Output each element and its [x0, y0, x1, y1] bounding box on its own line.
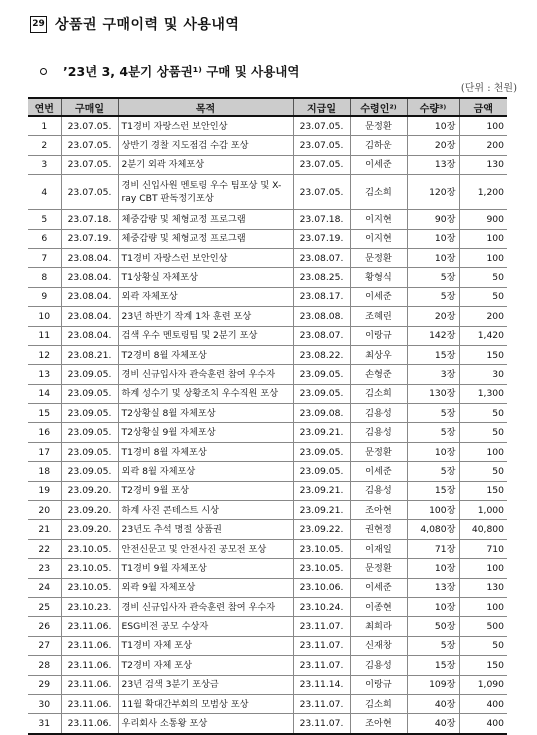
cell-recipient: 김소희 [350, 384, 407, 403]
cell-pay-date: 23.07.05. [293, 116, 350, 136]
table-row [28, 501, 507, 520]
cell-quantity: 5장 [407, 268, 459, 287]
cell-amount: 50 [459, 268, 507, 287]
cell-amount: 50 [459, 423, 507, 442]
cell-no: 14 [28, 384, 61, 403]
cell-quantity: 13장 [407, 155, 459, 174]
cell-purpose: 하계 성수기 및 상황조치 우수직원 포상 [118, 384, 293, 403]
cell-pay-date: 23.08.17. [293, 287, 350, 306]
cell-purchase-date: 23.09.05. [61, 462, 118, 481]
cell-pay-date: 23.10.06. [293, 578, 350, 597]
cell-pay-date: 23.09.05. [293, 365, 350, 384]
col-header-purchase-date: 구매일 [61, 98, 118, 116]
cell-recipient: 문정환 [350, 559, 407, 578]
cell-purchase-date: 23.08.04. [61, 326, 118, 345]
cell-quantity: 4,080장 [407, 520, 459, 539]
cell-no: 20 [28, 501, 61, 520]
cell-amount: 40,800 [459, 520, 507, 539]
table-row [28, 714, 507, 734]
cell-no: 15 [28, 404, 61, 423]
cell-quantity: 20장 [407, 136, 459, 155]
cell-no: 21 [28, 520, 61, 539]
cell-no: 18 [28, 462, 61, 481]
cell-purpose: 외곽 자체포상 [118, 287, 293, 306]
cell-pay-date: 23.11.07. [293, 656, 350, 675]
cell-pay-date: 23.07.18. [293, 210, 350, 229]
cell-amount: 100 [459, 559, 507, 578]
cell-quantity: 10장 [407, 597, 459, 616]
cell-quantity: 20장 [407, 307, 459, 326]
cell-amount: 200 [459, 136, 507, 155]
cell-no: 29 [28, 675, 61, 694]
cell-pay-date: 23.09.08. [293, 404, 350, 423]
table-row [28, 656, 507, 675]
cell-amount: 100 [459, 442, 507, 461]
table-row [28, 539, 507, 558]
table-row [28, 462, 507, 481]
cell-purchase-date: 23.11.06. [61, 714, 118, 734]
cell-purpose: T1경비 자랑스런 보안인상 [118, 116, 293, 136]
cell-purchase-date: 23.10.05. [61, 539, 118, 558]
cell-purchase-date: 23.09.20. [61, 481, 118, 500]
cell-recipient: 문정환 [350, 442, 407, 461]
cell-quantity: 120장 [407, 175, 459, 210]
col-header-pay-date: 지급일 [293, 98, 350, 116]
cell-amount: 100 [459, 597, 507, 616]
cell-recipient: 권현정 [350, 520, 407, 539]
cell-pay-date: 23.07.05. [293, 175, 350, 210]
cell-purpose: 상반기 경찰 지도점검 수감 포상 [118, 136, 293, 155]
cell-purchase-date: 23.11.06. [61, 636, 118, 655]
cell-no: 5 [28, 210, 61, 229]
cell-purchase-date: 23.07.05. [61, 155, 118, 174]
cell-recipient: 조혜린 [350, 307, 407, 326]
cell-recipient: 이지현 [350, 210, 407, 229]
cell-purpose: 경비 신규입사자 관숙훈련 참여 우수자 [118, 365, 293, 384]
cell-amount: 150 [459, 345, 507, 364]
cell-pay-date: 23.07.05. [293, 136, 350, 155]
cell-pay-date: 23.08.25. [293, 268, 350, 287]
cell-recipient: 최상우 [350, 345, 407, 364]
cell-purchase-date: 23.08.21. [61, 345, 118, 364]
table-row [28, 248, 507, 267]
cell-no: 4 [28, 175, 61, 210]
cell-pay-date: 23.07.19. [293, 229, 350, 248]
cell-pay-date: 23.08.22. [293, 345, 350, 364]
cell-pay-date: 23.09.05. [293, 384, 350, 403]
cell-quantity: 10장 [407, 248, 459, 267]
cell-purpose: T2경비 8월 자체포상 [118, 345, 293, 364]
col-header-quantity: 수량³⁾ [407, 98, 459, 116]
cell-purchase-date: 23.09.05. [61, 384, 118, 403]
cell-purpose: 안전신문고 및 안전사진 공모전 포상 [118, 539, 293, 558]
cell-pay-date: 23.11.07. [293, 714, 350, 734]
cell-no: 27 [28, 636, 61, 655]
cell-no: 24 [28, 578, 61, 597]
cell-quantity: 100장 [407, 501, 459, 520]
table-row [28, 423, 507, 442]
cell-amount: 400 [459, 714, 507, 734]
cell-quantity: 10장 [407, 559, 459, 578]
cell-quantity: 10장 [407, 116, 459, 136]
cell-purchase-date: 23.07.18. [61, 210, 118, 229]
cell-amount: 900 [459, 210, 507, 229]
cell-purpose: ESG비전 공모 수상자 [118, 617, 293, 636]
cell-no: 8 [28, 268, 61, 287]
table-row [28, 155, 507, 174]
cell-no: 22 [28, 539, 61, 558]
cell-recipient: 이세준 [350, 287, 407, 306]
cell-purpose: T1상황실 자체포상 [118, 268, 293, 287]
cell-no: 6 [28, 229, 61, 248]
table-row [28, 229, 507, 248]
cell-recipient: 이종현 [350, 597, 407, 616]
cell-pay-date: 23.11.07. [293, 636, 350, 655]
cell-recipient: 문정환 [350, 248, 407, 267]
cell-recipient: 이세준 [350, 155, 407, 174]
cell-quantity: 5장 [407, 636, 459, 655]
cell-no: 28 [28, 656, 61, 675]
cell-pay-date: 23.09.21. [293, 423, 350, 442]
col-header-recipient: 수령인²⁾ [350, 98, 407, 116]
table-row [28, 597, 507, 616]
cell-recipient: 이랑규 [350, 326, 407, 345]
cell-pay-date: 23.08.08. [293, 307, 350, 326]
cell-no: 17 [28, 442, 61, 461]
cell-purchase-date: 23.10.05. [61, 559, 118, 578]
cell-quantity: 90장 [407, 210, 459, 229]
cell-pay-date: 23.09.21. [293, 481, 350, 500]
cell-purchase-date: 23.07.05. [61, 116, 118, 136]
cell-pay-date: 23.09.21. [293, 501, 350, 520]
cell-purpose: T2상황실 9월 자체포상 [118, 423, 293, 442]
table-row [28, 210, 507, 229]
cell-purpose: 체중감량 및 체형교정 프로그램 [118, 210, 293, 229]
cell-no: 7 [28, 248, 61, 267]
page-title: 상품권 구매이력 및 사용내역 [55, 17, 240, 33]
cell-purchase-date: 23.09.05. [61, 365, 118, 384]
cell-pay-date: 23.07.05. [293, 155, 350, 174]
table-row [28, 136, 507, 155]
cell-recipient: 김용성 [350, 404, 407, 423]
col-header-no: 연번 [28, 98, 61, 116]
table-row [28, 268, 507, 287]
section-title: ’23년 3, 4분기 상품권¹⁾ 구매 및 사용내역 [63, 64, 300, 79]
cell-pay-date: 23.08.07. [293, 326, 350, 345]
bullet-circle-icon [40, 68, 47, 75]
cell-purchase-date: 23.09.05. [61, 404, 118, 423]
cell-quantity: 15장 [407, 481, 459, 500]
cell-amount: 1,000 [459, 501, 507, 520]
cell-purchase-date: 23.07.05. [61, 136, 118, 155]
cell-purchase-date: 23.11.06. [61, 617, 118, 636]
cell-purpose: 검색 우수 멘토링팀 및 2분기 포상 [118, 326, 293, 345]
cell-amount: 400 [459, 694, 507, 713]
cell-purchase-date: 23.07.19. [61, 229, 118, 248]
cell-amount: 500 [459, 617, 507, 636]
table-row [28, 384, 507, 403]
cell-purpose: 외곽 9월 자체포상 [118, 578, 293, 597]
cell-no: 9 [28, 287, 61, 306]
cell-amount: 1,300 [459, 384, 507, 403]
cell-recipient: 조아현 [350, 714, 407, 734]
cell-purpose: T2상황실 8월 자체포상 [118, 404, 293, 423]
cell-purpose: 23년 검색 3분기 포상금 [118, 675, 293, 694]
cell-purpose: 2분기 외곽 자체포상 [118, 155, 293, 174]
cell-recipient: 김소희 [350, 175, 407, 210]
cell-purpose: T1경비 9월 자체포상 [118, 559, 293, 578]
cell-amount: 100 [459, 229, 507, 248]
cell-amount: 150 [459, 481, 507, 500]
cell-quantity: 50장 [407, 617, 459, 636]
cell-amount: 200 [459, 307, 507, 326]
page-header [30, 14, 239, 34]
cell-recipient: 김용성 [350, 423, 407, 442]
cell-quantity: 71장 [407, 539, 459, 558]
cell-no: 11 [28, 326, 61, 345]
cell-purpose: 경비 신규입사자 관숙훈련 참여 우수자 [118, 597, 293, 616]
cell-quantity: 5장 [407, 462, 459, 481]
cell-quantity: 5장 [407, 287, 459, 306]
cell-quantity: 40장 [407, 694, 459, 713]
cell-quantity: 15장 [407, 656, 459, 675]
cell-quantity: 130장 [407, 384, 459, 403]
cell-no: 2 [28, 136, 61, 155]
cell-amount: 50 [459, 287, 507, 306]
cell-purchase-date: 23.08.04. [61, 268, 118, 287]
cell-recipient: 신재창 [350, 636, 407, 655]
cell-quantity: 5장 [407, 404, 459, 423]
table-row [28, 442, 507, 461]
cell-purchase-date: 23.11.06. [61, 694, 118, 713]
cell-recipient: 최희라 [350, 617, 407, 636]
cell-purchase-date: 23.08.04. [61, 307, 118, 326]
table-row [28, 345, 507, 364]
table-row [28, 404, 507, 423]
cell-pay-date: 23.09.05. [293, 442, 350, 461]
cell-purchase-date: 23.11.06. [61, 675, 118, 694]
cell-amount: 30 [459, 365, 507, 384]
cell-recipient: 문정환 [350, 116, 407, 136]
cell-no: 3 [28, 155, 61, 174]
cell-pay-date: 23.11.07. [293, 617, 350, 636]
cell-no: 10 [28, 307, 61, 326]
cell-recipient: 조아현 [350, 501, 407, 520]
cell-purpose: T2경비 9월 포상 [118, 481, 293, 500]
cell-amount: 150 [459, 656, 507, 675]
cell-purchase-date: 23.10.05. [61, 578, 118, 597]
cell-amount: 710 [459, 539, 507, 558]
cell-purpose: 우리회사 소통왕 포상 [118, 714, 293, 734]
cell-amount: 100 [459, 248, 507, 267]
cell-pay-date: 23.09.22. [293, 520, 350, 539]
table-row [28, 578, 507, 597]
cell-purchase-date: 23.11.06. [61, 656, 118, 675]
cell-quantity: 3장 [407, 365, 459, 384]
cell-purchase-date: 23.09.20. [61, 501, 118, 520]
table-row [28, 559, 507, 578]
cell-recipient: 김용성 [350, 481, 407, 500]
cell-no: 26 [28, 617, 61, 636]
cell-amount: 50 [459, 636, 507, 655]
cell-amount: 1,200 [459, 175, 507, 210]
cell-pay-date: 23.10.24. [293, 597, 350, 616]
cell-purpose: 11월 확대간부회의 모범상 포상 [118, 694, 293, 713]
cell-no: 30 [28, 694, 61, 713]
cell-quantity: 10장 [407, 442, 459, 461]
cell-purpose: 경비 신입사원 멘토링 우수 팀포상 및 X-ray CBT 판독정기포상 [118, 175, 293, 210]
cell-quantity: 13장 [407, 578, 459, 597]
cell-amount: 100 [459, 116, 507, 136]
table-row [28, 617, 507, 636]
cell-pay-date: 23.11.14. [293, 675, 350, 694]
cell-purchase-date: 23.09.05. [61, 423, 118, 442]
table-row [28, 675, 507, 694]
cell-purpose: T1경비 8월 자체포상 [118, 442, 293, 461]
cell-quantity: 5장 [407, 423, 459, 442]
cell-amount: 130 [459, 578, 507, 597]
cell-amount: 1,090 [459, 675, 507, 694]
cell-no: 12 [28, 345, 61, 364]
cell-quantity: 10장 [407, 229, 459, 248]
cell-amount: 50 [459, 462, 507, 481]
cell-purpose: 하계 사진 콘테스트 시상 [118, 501, 293, 520]
section-number-badge: 29 [30, 16, 47, 33]
cell-quantity: 142장 [407, 326, 459, 345]
cell-quantity: 109장 [407, 675, 459, 694]
purchase-usage-table [28, 97, 507, 735]
cell-amount: 50 [459, 404, 507, 423]
cell-recipient: 이재일 [350, 539, 407, 558]
cell-purchase-date: 23.08.04. [61, 248, 118, 267]
cell-quantity: 40장 [407, 714, 459, 734]
cell-amount: 130 [459, 155, 507, 174]
section-heading [40, 62, 299, 80]
cell-pay-date: 23.10.05. [293, 559, 350, 578]
cell-recipient: 이세준 [350, 578, 407, 597]
table-row [28, 481, 507, 500]
cell-amount: 1,420 [459, 326, 507, 345]
cell-pay-date: 23.11.07. [293, 694, 350, 713]
cell-purchase-date: 23.10.23. [61, 597, 118, 616]
cell-no: 13 [28, 365, 61, 384]
cell-quantity: 15장 [407, 345, 459, 364]
cell-pay-date: 23.10.05. [293, 539, 350, 558]
cell-purpose: T2경비 자체 포상 [118, 656, 293, 675]
cell-no: 1 [28, 116, 61, 136]
unit-label: (단위 : 천원) [460, 83, 517, 94]
cell-no: 23 [28, 559, 61, 578]
table-row [28, 116, 507, 136]
table-row [28, 175, 507, 210]
cell-recipient: 이세준 [350, 462, 407, 481]
cell-purchase-date: 23.07.05. [61, 175, 118, 210]
cell-purpose: 23년도 추석 명절 상품권 [118, 520, 293, 539]
table-row [28, 520, 507, 539]
cell-purpose: T1경비 자체 포상 [118, 636, 293, 655]
cell-purchase-date: 23.08.04. [61, 287, 118, 306]
col-header-amount: 금액 [459, 98, 507, 116]
cell-purpose: T1경비 자랑스런 보안인상 [118, 248, 293, 267]
table-row [28, 694, 507, 713]
cell-no: 25 [28, 597, 61, 616]
cell-purchase-date: 23.09.05. [61, 442, 118, 461]
cell-purchase-date: 23.09.20. [61, 520, 118, 539]
table-header-row [28, 98, 507, 116]
cell-no: 19 [28, 481, 61, 500]
table-row [28, 287, 507, 306]
cell-recipient: 김소희 [350, 694, 407, 713]
table-body [28, 116, 507, 734]
col-header-purpose: 목적 [118, 98, 293, 116]
cell-purpose: 외곽 8월 자체포상 [118, 462, 293, 481]
cell-pay-date: 23.09.05. [293, 462, 350, 481]
cell-purpose: 체중감량 및 체형교정 프로그램 [118, 229, 293, 248]
cell-recipient: 이랑규 [350, 675, 407, 694]
cell-recipient: 이지현 [350, 229, 407, 248]
cell-recipient: 손형준 [350, 365, 407, 384]
table-row [28, 365, 507, 384]
table-row [28, 326, 507, 345]
cell-purpose: 23년 하반기 작계 1차 훈련 포상 [118, 307, 293, 326]
cell-recipient: 김용성 [350, 656, 407, 675]
cell-no: 31 [28, 714, 61, 734]
table-row [28, 307, 507, 326]
cell-no: 16 [28, 423, 61, 442]
cell-recipient: 황형식 [350, 268, 407, 287]
table-row [28, 636, 507, 655]
cell-pay-date: 23.08.07. [293, 248, 350, 267]
cell-recipient: 김하운 [350, 136, 407, 155]
